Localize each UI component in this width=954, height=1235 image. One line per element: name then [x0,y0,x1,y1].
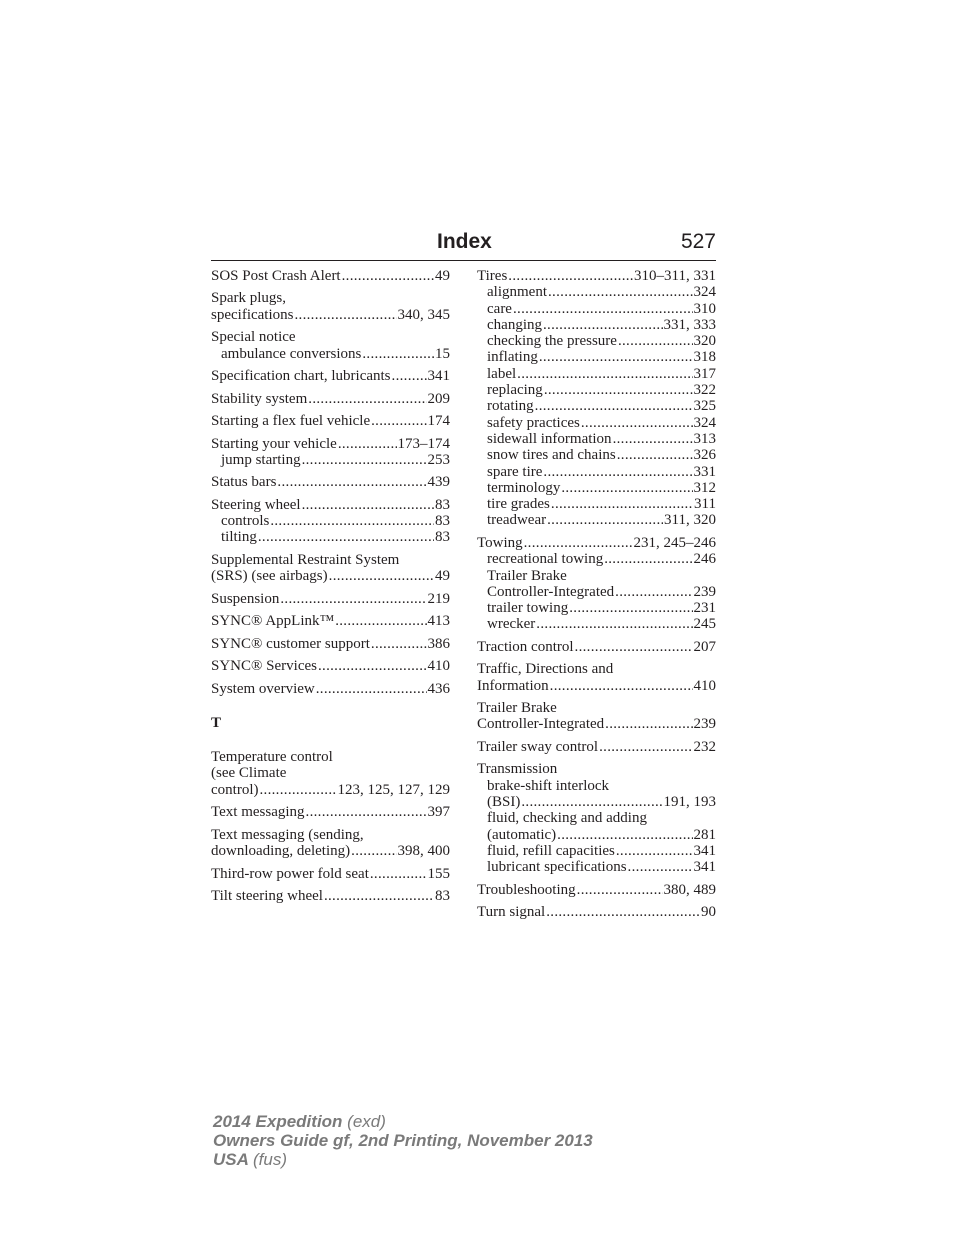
index-entry [211,413,450,429]
entry-term: Traffic, Directions and [477,661,614,678]
dot-leader [338,436,397,452]
entry-term: Text messaging [211,804,305,821]
dot-leader [270,513,434,529]
entry-term: ambulance conversions [221,345,362,362]
entry-term: Controller-Integrated [487,583,615,600]
entry-term: Tilt steering wheel [211,887,323,904]
dot-leader [371,636,427,652]
dot-leader [547,512,663,528]
entry-term: safety practices [487,414,580,431]
dot-leader [294,307,396,323]
index-entry [211,436,450,469]
index-entry [477,639,716,655]
index-subentry-line [211,529,450,545]
dot-leader [550,678,693,694]
dot-leader [536,616,692,632]
entry-term: (see Climate [211,765,287,782]
dot-leader [539,349,693,365]
page-reference: 311, 320 [664,512,716,529]
index-entry [211,804,450,820]
page-reference: 246 [693,551,716,568]
dot-leader [575,639,693,655]
entry-term: Trailer Brake [477,700,557,717]
dot-leader [599,739,692,755]
entry-term: label [487,365,517,382]
index-subentry-line [211,452,450,468]
index-entry-line [211,268,450,284]
entry-term: Text messaging (sending, [211,826,364,843]
index-subentry-line [477,616,716,632]
entry-term: care [487,300,512,317]
entry-term: Supplemental Restraint System [211,551,400,568]
dot-leader [535,398,693,414]
index-entry [211,391,450,407]
dot-leader [618,333,693,349]
index-entry-line [477,739,716,755]
index-entry-line [211,474,450,490]
index-entry-line [211,391,450,407]
dot-leader [302,497,434,513]
entry-term: Troubleshooting [477,881,576,898]
entry-term: spare tire [487,463,543,480]
page-reference: 90 [701,904,716,921]
index-entry-line [211,636,450,652]
entry-term: tire grades [487,496,550,513]
dot-leader [306,804,427,820]
index-entry-line [211,681,450,697]
index-entry-line [211,568,450,584]
dot-leader [370,866,427,882]
page-reference: 313 [693,430,716,447]
entry-term: trailer towing [487,600,569,617]
index-entry [211,329,450,362]
index-entry [477,761,716,875]
dot-leader [561,480,692,496]
page-reference: 83 [435,887,450,904]
entry-term: lubricant specifications [487,859,627,876]
dot-leader [604,551,692,567]
page-reference: 239 [693,583,716,600]
page-reference: 410 [693,677,716,694]
page-reference: 245 [693,616,716,633]
index-entry-line [211,436,450,452]
index-entry [477,535,716,633]
entry-term: SOS Post Crash Alert [211,268,341,284]
index-entry-line [211,329,450,345]
dot-leader [615,584,692,600]
page-reference: 398, 400 [397,843,450,860]
page-reference: 331 [693,463,716,480]
dot-leader [351,843,396,859]
index-entry-line [211,307,450,323]
entry-term: Trailer sway control [477,738,599,755]
entry-term: tilting [221,529,257,546]
index-entry [211,658,450,674]
entry-term: changing [487,316,542,333]
index-subentry-line [477,415,716,431]
entry-term: Suspension [211,590,280,607]
dot-leader [613,431,693,447]
index-entry [211,613,450,629]
index-entry [211,888,450,904]
index-letter-heading: T [211,714,222,731]
index-entry [211,268,450,284]
dot-leader [551,496,693,512]
page-title: Index [437,230,492,253]
index-entry-line [477,716,716,732]
dot-leader [277,474,426,490]
dot-leader [577,882,663,898]
footer-line-3 [213,1150,593,1169]
footer-model-code: (exd) [347,1112,386,1131]
page-reference: 341 [693,859,716,876]
entry-term: treadwear [487,512,547,529]
page-reference: 49 [435,568,450,585]
dot-leader [605,716,692,732]
index-entry-line [477,761,716,777]
index-column-left [211,268,450,910]
entry-term: SYNC® AppLink™ [211,613,335,630]
page-reference: 15 [435,345,450,362]
index-subentry-line [477,431,716,447]
entry-term: Status bars [211,474,277,491]
index-entry [477,904,716,920]
entry-term: System overview [211,680,315,697]
dot-leader [581,415,693,431]
entry-term: (BSI) [487,794,521,811]
page-reference: 281 [693,826,716,843]
index-subentry-line [477,794,716,810]
entry-term: Third-row power fold seat [211,865,369,882]
index-subentry-line [477,464,716,480]
index-column-right [477,268,716,927]
page-reference: 231 [693,600,716,617]
entry-term: fluid, refill capacities [487,842,615,859]
index-subentry-line [477,284,716,300]
entry-term: fluid, checking and adding [487,810,647,827]
page-header [211,228,716,261]
entry-term: Steering wheel [211,496,301,513]
index-entry-line [211,782,450,798]
index-subentry-line [477,398,716,414]
page-reference: 174 [427,413,450,430]
index-subentry-line [477,366,716,382]
page-reference: 83 [435,513,450,530]
index-subentry-line [477,827,716,843]
index-entry-line [477,882,716,898]
dot-leader [324,888,434,904]
index-entry [477,882,716,898]
index-subentry-line [211,513,450,529]
dot-leader [342,268,434,284]
dot-leader [544,382,693,398]
entry-term: brake-shift interlock [487,777,610,794]
index-entry [211,681,450,697]
page-reference: 311 [694,496,716,513]
entry-term: (automatic) [487,826,557,843]
entry-term: Tires [477,268,508,284]
page-reference: 49 [435,268,450,284]
page-reference: 436 [427,680,450,697]
page-reference: 232 [693,738,716,755]
index-subentry-line [477,496,716,512]
page-reference: 397 [427,804,450,821]
index-subentry-line [477,333,716,349]
entry-term: Temperature control [211,749,333,766]
page-reference: 312 [693,479,716,496]
dot-leader [508,268,633,284]
footer-line-1 [213,1112,593,1131]
entry-term: downloading, deleting) [211,843,351,860]
index-entry-line [211,827,450,843]
dot-leader [280,591,426,607]
index-entry [211,636,450,652]
footer-market-code: (fus) [253,1150,287,1169]
dot-leader [316,681,427,697]
dot-leader [524,535,633,551]
dot-leader [302,452,427,468]
dot-leader [543,464,692,480]
dot-leader [362,346,434,362]
index-subentry-line [477,584,716,600]
entry-term: rotating [487,398,534,415]
entry-term: checking the pressure [487,333,617,350]
page-reference: 324 [693,414,716,431]
index-entry-line [211,749,450,765]
index-subentry-line [477,778,716,794]
dot-leader [543,317,663,333]
dot-leader [513,301,693,317]
index-entry-line [211,658,450,674]
page-reference: 317 [693,365,716,382]
page-reference: 209 [427,390,450,407]
dot-leader [628,859,693,875]
page-reference: 322 [693,382,716,399]
index-entry-line [211,290,450,306]
entry-term: Transmission [477,761,558,778]
dot-leader [557,827,692,843]
page-reference: 191, 193 [663,794,716,811]
index-subentry-line [477,568,716,584]
page-reference: 155 [427,865,450,882]
page-reference: 324 [693,284,716,301]
index-subentry-line [477,382,716,398]
entry-term: recreational towing [487,551,604,568]
entry-term: SYNC® Services [211,658,317,675]
page-reference: 231, 245–246 [633,534,716,551]
page-reference: 341 [693,842,716,859]
entry-term: Starting your vehicle [211,435,337,452]
entry-term: inflating [487,349,538,366]
index-entry [477,268,716,529]
entry-term: Traction control [477,638,574,655]
index-subentry-line [477,317,716,333]
entry-term: control) [211,781,259,798]
entry-term: Towing [477,534,523,551]
index-entry [211,591,450,607]
index-entry-line [211,765,450,781]
entry-term: specifications [211,306,294,323]
index-entry [477,700,716,733]
dot-leader [521,794,662,810]
entry-term: Turn signal [477,904,546,921]
index-subentry-line [477,600,716,616]
dot-leader [569,600,692,616]
page-reference: 239 [693,716,716,733]
entry-term: jump starting [221,451,301,468]
index-entry-line [211,413,450,429]
dot-leader [371,413,426,429]
page-reference: 413 [427,613,450,630]
entry-term: wrecker [487,616,536,633]
footer-line-2: Owners Guide gf, 2nd Printing, November 2013 [213,1131,593,1150]
dot-leader [259,782,336,798]
page-reference: 207 [693,638,716,655]
page-reference: 320 [693,333,716,350]
entry-term: Information [477,677,549,694]
index-subentry-line [477,349,716,365]
page-footer [213,1112,593,1169]
entry-term: SYNC® customer support [211,635,370,652]
entry-term: alignment [487,284,547,301]
footer-market: USA [213,1150,249,1169]
entry-term: sidewall information [487,430,612,447]
entry-term: terminology [487,479,561,496]
page-reference: 318 [693,349,716,366]
page-reference: 123, 125, 127, 129 [337,781,450,798]
index-entry-line [211,591,450,607]
dot-leader [318,658,427,674]
index-entry-line [211,804,450,820]
dot-leader [329,568,434,584]
entry-term: Spark plugs, [211,290,286,307]
index-entry-line [477,678,716,694]
page-number: 527 [680,230,716,253]
index-subentry-line [477,480,716,496]
page-reference: 331, 333 [663,316,716,333]
dot-leader [546,904,700,920]
index-subentry-line [477,447,716,463]
index-entry-line [211,843,450,859]
index-entry-line [211,888,450,904]
entry-term: Controller-Integrated [477,716,605,733]
index-subentry-line [477,859,716,875]
entry-term: Trailer Brake [487,567,567,584]
index-entry-line [477,639,716,655]
dot-leader [616,843,693,859]
page-reference: 310–311, 331 [634,268,716,284]
index-entry-line [211,497,450,513]
page-reference: 83 [435,529,450,546]
page-reference: 410 [427,658,450,675]
entry-term: snow tires and chains [487,447,616,464]
index-subentry-line [477,551,716,567]
page-reference: 173–174 [397,435,450,452]
dot-leader [617,447,693,463]
dot-leader [308,391,426,407]
index-subentry-line [477,301,716,317]
index-entry [211,368,450,384]
footer-model: 2014 Expedition [213,1112,343,1131]
index-subentry-line [477,512,716,528]
index-entry-line [477,661,716,677]
page-reference: 439 [427,474,450,491]
entry-term: Starting a flex fuel vehicle [211,413,371,430]
index-entry-line [477,268,716,284]
index-entry-line [211,866,450,882]
index-entry [211,290,450,323]
page-reference: 380, 489 [663,881,716,898]
page-reference: 219 [427,590,450,607]
page-reference: 386 [427,635,450,652]
entry-term: Special notice [211,329,296,346]
index-subentry-line [477,843,716,859]
index-subentry-line [211,346,450,362]
index-entry [477,661,716,694]
index-entry-line [477,904,716,920]
index-entry [211,827,450,860]
entry-term: Specification chart, lubricants [211,368,391,385]
index-entry-line [477,700,716,716]
index-entry [211,866,450,882]
page-reference: 340, 345 [397,306,450,323]
index-subentry-line [477,810,716,826]
index-entry [477,739,716,755]
dot-leader [392,368,427,384]
page-reference: 326 [693,447,716,464]
dot-leader [548,284,693,300]
page-reference: 325 [693,398,716,415]
entry-term: (SRS) (see airbags) [211,568,328,585]
page-reference: 253 [427,451,450,468]
index-entry [211,749,450,798]
index-entry-line [211,552,450,568]
index-entry [211,552,450,585]
entry-term: controls [221,513,270,530]
entry-term: Stability system [211,390,308,407]
page-reference: 310 [693,300,716,317]
dot-leader [335,613,426,629]
index-entry [211,497,450,546]
index-entry-line [477,535,716,551]
entry-term: replacing [487,382,543,399]
index-entry [211,474,450,490]
page-reference: 341 [427,368,450,385]
dot-leader [258,529,434,545]
page-reference: 83 [435,496,450,513]
index-entry-line [211,613,450,629]
dot-leader [517,366,692,382]
index-entry-line [211,368,450,384]
